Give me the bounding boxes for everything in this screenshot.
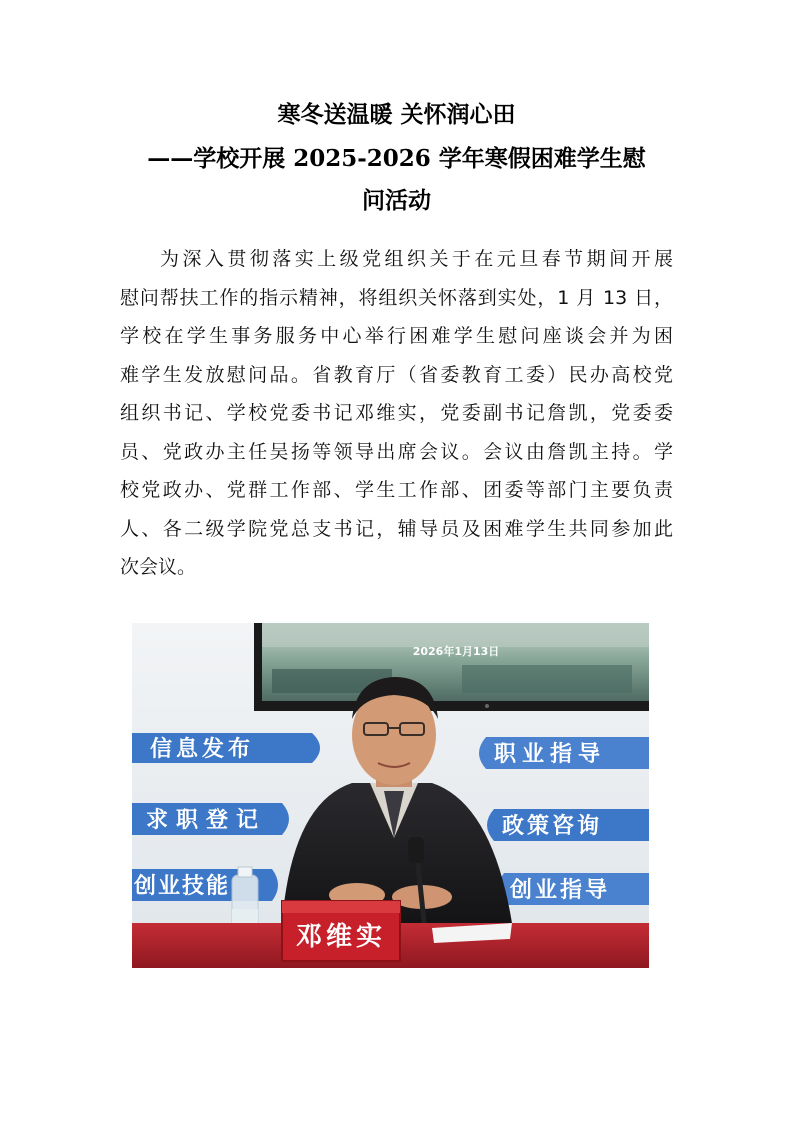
paragraph-line: 人、各二级学院党总支书记，辅导员及困难学生共同参加此 [120, 517, 673, 540]
paragraph-line: 慰问帮扶工作的指示精神，将组织关怀落到实处，1 月 13 日， [120, 286, 673, 309]
title-line-3: 问活动 [362, 187, 431, 214]
svg-text:创业指导: 创业指导 [510, 878, 611, 903]
paragraph-line: 员、党政办主任吴扬等领导出席会议。会议由詹凯主持。学 [120, 440, 673, 463]
name-plate [282, 901, 400, 961]
title-line-1: 寒冬送温暖 关怀润心田 [277, 101, 516, 128]
svg-text:信息发布: 信息发布 [150, 737, 255, 762]
paragraph-line: 难学生发放慰问品。省教育厅（省委教育工委）民办高校党 [120, 363, 673, 386]
paragraph-line: 为深入贯彻落实上级党组织关于在元旦春节期间开展 [160, 248, 673, 270]
title-line-2: ——学校开展 2025-2026 学年寒假困难学生慰 [147, 145, 646, 172]
meeting-photo [132, 623, 649, 968]
paragraph-line: 组织书记、学校党委书记邓维实，党委副书记詹凯，党委委 [120, 402, 673, 424]
svg-text:政策咨询: 政策咨询 [502, 814, 603, 839]
banner-right [479, 737, 649, 905]
svg-text:职业指导: 职业指导 [494, 742, 607, 767]
svg-text:求职登记: 求职登记 [146, 808, 267, 833]
body-paragraph [120, 240, 673, 587]
meeting-photo-illustration [132, 623, 649, 968]
screen-date: 2026年1月13日 [412, 645, 500, 658]
name-plate-text: 邓维实 [295, 922, 387, 952]
paragraph-line: 校党政办、党群工作部、学生工作部、团委等部门主要负责 [120, 479, 673, 501]
svg-text:创业技能: 创业技能 [134, 874, 231, 899]
paragraph-line: 学校在学生事务服务中心举行困难学生慰问座谈会并为困 [120, 325, 673, 347]
paragraph-line: 次会议。 [120, 556, 197, 578]
